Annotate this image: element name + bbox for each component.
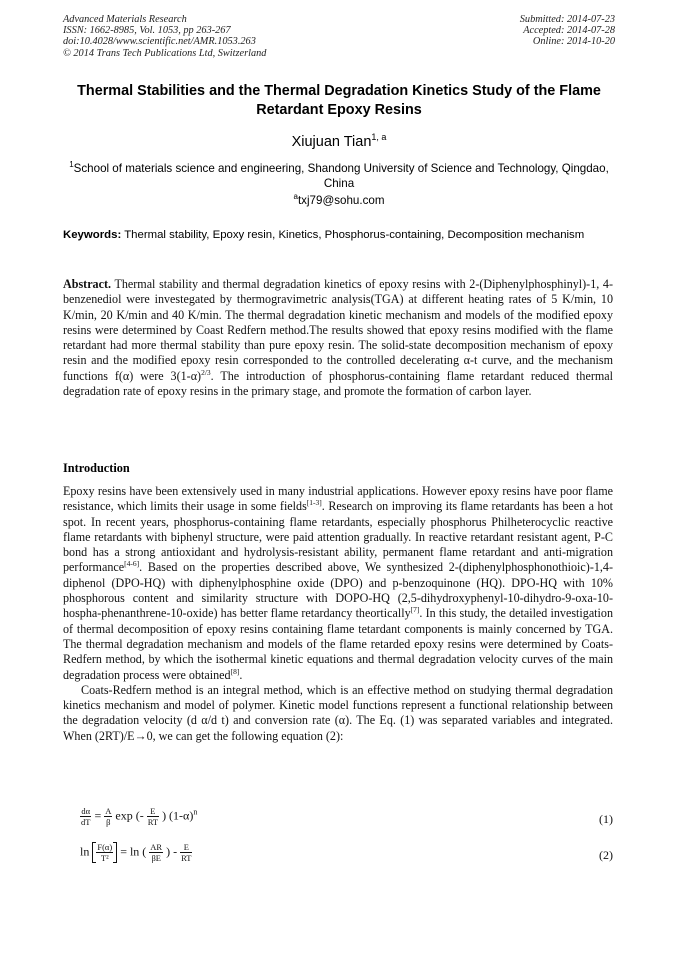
abstract-exponent: 2/3 bbox=[201, 367, 211, 377]
eq1-e-den: RT bbox=[147, 817, 159, 827]
email-text: txj79@sohu.com bbox=[297, 193, 385, 207]
journal-issn: ISSN: 1662-8985, Vol. 1053, pp 263-267 bbox=[63, 25, 231, 37]
abstract-text-2: . The introduction of phosphorus-containing flame retardant reduced thermal degradation rate of epoxy resins in the primary stage, and promote the formation of carbon layer. bbox=[63, 368, 613, 399]
email-sup: a bbox=[293, 192, 298, 201]
citation-8: [8] bbox=[230, 666, 240, 676]
journal-header-right bbox=[520, 14, 615, 48]
journal-copyright: © 2014 Trans Tech Publications Ltd, Switzerland bbox=[63, 47, 267, 59]
eq2-f-fraction bbox=[96, 842, 113, 863]
intro-text-c: . Based on the properties described above, We synthesized 2-(diphenylphosphonothioic)-1,4-diphenol (DPO-HQ) with diphenylphosphine oxide (DPO) and p-benzoquinone (HQ). DPO-HQ with 10% phosphorous content and similarity structure with DOPO-HQ (2,5-dihydroxyphenyl-10-dihydro-9-oxa-10-hospha-phenanthrene-10-oxide) has better flame retardancy theortically bbox=[63, 560, 613, 621]
eq2-f-den: T² bbox=[100, 853, 109, 863]
eq2-ar-fraction bbox=[149, 842, 163, 863]
eq1-exp: exp (- bbox=[115, 808, 144, 823]
eq1-a-fraction bbox=[104, 806, 112, 827]
keywords-text: Thermal stability, Epoxy resin, Kinetics, Phosphorus-containing, Decomposition mechanism bbox=[121, 229, 585, 241]
author-name: Xiujuan Tian bbox=[291, 133, 372, 150]
introduction-paragraph-1 bbox=[63, 484, 613, 683]
author-sup: 1, a bbox=[371, 132, 387, 142]
eq2-minus: ) - bbox=[166, 844, 178, 859]
keywords bbox=[63, 228, 613, 243]
eq2-bracket bbox=[92, 842, 117, 863]
introduction-paragraph-2: Coats-Redfern method is an integral method, which is an effective method on studying thermal degradation kinetics mechanism and model of polymer. Kinetic model functions represent a functional relationship between the degradation velocity (d α/d t) and conversion rate (α). The Eq. (1) was separated variables and integrated. When (2RT)/E→0, we can get the following equation (2): bbox=[63, 682, 613, 743]
abstract-text-1: Thermal stability and thermal degradation kinetics of epoxy resins with 2-(Diphenylphosphinyl)-1, 4-benzenediol were investegated by thermogravimetric analysis(TGA) at different heating rates of 5 K/min, 10 K/min, 20 K/min and 40 K/min. The thermal degradation kinetic mechanism and models of the modified epoxy resins were determined by Coast Redfern method.The results showed that epoxy resins modified with the flame retardant had more thermal stability than pure epoxy resin. The solid-state decomposition mechanism of epoxy resin and the modified epoxy resin corresponded to the controlled decelerating α-t curve, and the mechanism functions f(α) were 3(1-α) bbox=[63, 277, 613, 383]
eq1-equals: = bbox=[94, 808, 102, 823]
eq1-e-fraction bbox=[147, 806, 159, 827]
eq2-ar-den: βE bbox=[151, 853, 161, 863]
eq2-e-num: E bbox=[180, 842, 192, 853]
author-email bbox=[0, 192, 678, 207]
introduction-heading: Introduction bbox=[63, 461, 130, 475]
eq1-a-num: A bbox=[105, 806, 112, 816]
eq2-f-num: F(α) bbox=[97, 842, 113, 852]
eq1-lhs-fraction bbox=[80, 806, 91, 827]
eq1-e-num: E bbox=[147, 806, 159, 817]
equation-1-number: (1) bbox=[599, 812, 613, 826]
eq1-lhs-den: dT bbox=[81, 817, 91, 827]
equation-2-body bbox=[80, 842, 192, 863]
citation-1-3: [1-3] bbox=[306, 498, 322, 508]
intro-text-e: . bbox=[239, 667, 243, 682]
online-date: Online: 2014-10-20 bbox=[532, 36, 615, 48]
journal-header-left bbox=[63, 14, 266, 59]
affiliation bbox=[60, 157, 618, 191]
keywords-label: Keywords: bbox=[63, 229, 122, 241]
eq1-power: n bbox=[193, 807, 198, 817]
affiliation-sup: 1 bbox=[69, 160, 74, 169]
intro-text-d: . In this study, the detailed investigation of thermal decomposition of epoxy resins containing flame tetardant components is mainly concerned by TGA. The thermal degradation mechanism and models of the flame retarded epoxy resins were determined by Coats-Redfern method, by which the isothermal kinetic equations and thermal degradation velocity curves of the main degradation process were obtained bbox=[63, 606, 613, 682]
eq2-mid: = ln ( bbox=[120, 844, 147, 859]
eq1-a-den: β bbox=[106, 817, 111, 827]
abstract-label: Abstract. bbox=[63, 277, 112, 291]
equation-1-body bbox=[80, 806, 197, 827]
abstract bbox=[63, 277, 613, 399]
intro-text-a: Epoxy resins have been extensively used in many industrial applications. However epoxy resins have poor flame resistance, which limits their usage in some fields bbox=[63, 484, 613, 514]
affiliation-text: School of materials science and engineering, Shandong University of Science and Technology, Qingdao, China bbox=[73, 161, 609, 191]
paper-title: Thermal Stabilities and the Thermal Degradation Kinetics Study of the Flame Retardant Epoxy Resins bbox=[77, 83, 601, 118]
eq1-lhs-num: dα bbox=[81, 806, 91, 816]
eq1-tail: ) (1-α) bbox=[162, 808, 194, 823]
eq2-e-den: RT bbox=[181, 853, 192, 863]
equation-1 bbox=[80, 803, 613, 833]
accepted-date: Accepted: 2014-07-28 bbox=[523, 25, 615, 37]
author-line bbox=[0, 132, 678, 150]
eq2-ar-num: AR bbox=[150, 842, 163, 852]
intro-text-b: . Research on improving its flame retardants has been a hot spot. In recent years, phosphorus-containing flame retardants, especially phosphorus Philheterocyclic reactive flame retardants with biphenyl structure, were paid attention gradually. In reactive retardant resistant agent, P-C bond has a strong antioxidant and hydrolysis-resistant ability, permanent flame retardant and anti-migration performance bbox=[63, 499, 613, 575]
journal-doi: doi:10.4028/www.scientific.net/AMR.1053.263 bbox=[63, 36, 256, 48]
abstract-paragraph bbox=[63, 277, 613, 399]
introduction-body bbox=[63, 484, 613, 744]
eq2-e-fraction bbox=[180, 842, 192, 863]
eq2-ln: ln bbox=[80, 844, 90, 859]
equation-2 bbox=[80, 839, 613, 869]
submitted-date: Submitted: 2014-07-23 bbox=[519, 14, 615, 25]
journal-name: Advanced Materials Research bbox=[63, 14, 187, 25]
citation-4-6: [4-6] bbox=[124, 559, 140, 569]
equation-2-number: (2) bbox=[599, 848, 613, 862]
citation-7: [7] bbox=[410, 605, 420, 615]
